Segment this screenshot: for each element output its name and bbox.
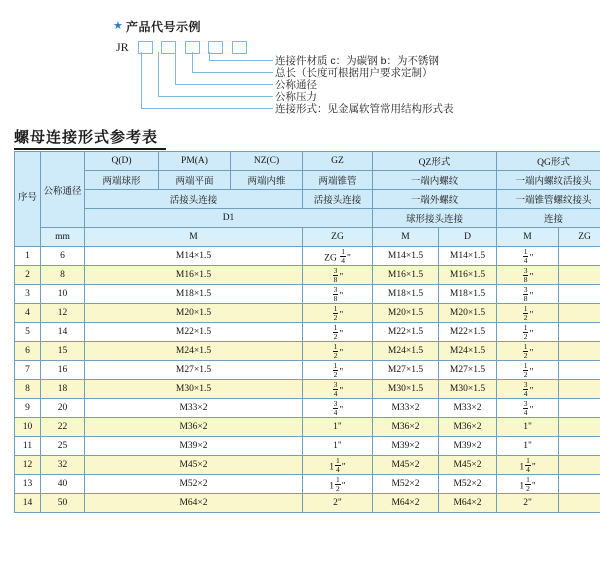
- leader-line-5: [141, 52, 273, 109]
- cell-q: M64×2: [85, 494, 303, 513]
- cell-q: M22×1.5: [85, 323, 303, 342]
- cell-qg-m: $\frac{1}{2}$ ": [497, 361, 559, 380]
- cell-qg-m: $\frac{3}{8}$ ": [497, 266, 559, 285]
- cell-qz-d: M16×1.5: [439, 266, 497, 285]
- cell-dn: 10: [41, 285, 85, 304]
- cell-gz: $\frac{3}{8}$ ": [303, 266, 373, 285]
- cell-q: M45×2: [85, 456, 303, 475]
- diagram-prefix: JR: [116, 40, 129, 54]
- header-unit-qz-d: D: [439, 228, 497, 247]
- cell-qg-zg: [559, 437, 600, 456]
- table-header-row-codes: [15, 152, 600, 171]
- table-head: [15, 152, 600, 247]
- header-unit-mm: mm: [41, 228, 85, 247]
- table-row: [15, 247, 600, 266]
- cell-qz-d: M18×1.5: [439, 285, 497, 304]
- cell-dn: 16: [41, 361, 85, 380]
- cell-qg-zg: [559, 380, 600, 399]
- header-group-q: Q(D): [85, 152, 159, 171]
- cell-qg-m: 2": [497, 494, 559, 513]
- cell-qz-m: M36×2: [373, 418, 439, 437]
- cell-index: 11: [15, 437, 41, 456]
- header-nz-form: 两端内维: [231, 171, 303, 190]
- table-row: [15, 380, 600, 399]
- cell-index: 5: [15, 323, 41, 342]
- cell-qz-m: M39×2: [373, 437, 439, 456]
- cell-qz-m: M22×1.5: [373, 323, 439, 342]
- cell-gz: 1 $\frac{1}{4}$ ": [303, 456, 373, 475]
- product-code-diagram: [0, 0, 600, 125]
- cell-index: 12: [15, 456, 41, 475]
- cell-qg-m: $\frac{3}{8}$ ": [497, 285, 559, 304]
- cell-dn: 50: [41, 494, 85, 513]
- cell-q: M20×1.5: [85, 304, 303, 323]
- header-group-pm: PM(A): [159, 152, 231, 171]
- cell-qg-zg: [559, 266, 600, 285]
- cell-qg-zg: [559, 456, 600, 475]
- table-header-row-joint: [15, 209, 600, 228]
- table-row: [15, 361, 600, 380]
- cell-index: 14: [15, 494, 41, 513]
- header-unit-zg: ZG: [303, 228, 373, 247]
- table-row: [15, 304, 600, 323]
- header-gz-form: 两端锥管: [303, 171, 373, 190]
- cell-qg-m: 1": [497, 418, 559, 437]
- table-row: [15, 456, 600, 475]
- cell-qz-d: M22×1.5: [439, 323, 497, 342]
- cell-gz: $\frac{3}{4}$ ": [303, 380, 373, 399]
- cell-qg-zg: [559, 304, 600, 323]
- cell-qg-m: $\frac{3}{4}$ ": [497, 399, 559, 418]
- cell-dn: 18: [41, 380, 85, 399]
- header-unit-qz-m: M: [373, 228, 439, 247]
- cell-qz-d: M64×2: [439, 494, 497, 513]
- cell-q: M27×1.5: [85, 361, 303, 380]
- header-unit-qg-zg: ZG: [559, 228, 600, 247]
- header-gz-joint: 活接头连接: [303, 190, 373, 209]
- header-index-label: [15, 194, 40, 204]
- cell-dn: 15: [41, 342, 85, 361]
- table-row: [15, 437, 600, 456]
- header-group-nz: NZ(C): [231, 152, 303, 171]
- cell-gz: $\frac{1}{2}$ ": [303, 361, 373, 380]
- table-row: [15, 285, 600, 304]
- cell-dn: 32: [41, 456, 85, 475]
- cell-gz: 2": [303, 494, 373, 513]
- header-index: [15, 152, 41, 247]
- header-qg-form2: 一端锥管螺纹接头: [497, 190, 600, 209]
- diagram-desc-1: 连接件材质 c：为碳钢 b：为不锈钢: [275, 55, 439, 67]
- table-header-row-units: [15, 228, 600, 247]
- cell-qz-d: M33×2: [439, 399, 497, 418]
- cell-qg-m: $\frac{1}{4}$ ": [497, 247, 559, 266]
- cell-q: M18×1.5: [85, 285, 303, 304]
- cell-qz-d: M24×1.5: [439, 342, 497, 361]
- table-row: [15, 475, 600, 494]
- cell-qz-d: M45×2: [439, 456, 497, 475]
- cell-q: M36×2: [85, 418, 303, 437]
- cell-gz: $\frac{1}{2}$ ": [303, 323, 373, 342]
- cell-q: M39×2: [85, 437, 303, 456]
- section-title-text: 螺母连接形式参考表: [14, 129, 159, 146]
- cell-q: M24×1.5: [85, 342, 303, 361]
- cell-qg-zg: [559, 342, 600, 361]
- cell-qz-m: M52×2: [373, 475, 439, 494]
- table-row: [15, 266, 600, 285]
- diagram-desc-5: 连接形式：见金属软管常用结构形式表: [275, 103, 454, 115]
- cell-qg-m: $\frac{1}{2}$ ": [497, 304, 559, 323]
- header-dn: [41, 152, 85, 228]
- cell-qg-zg: [559, 494, 600, 513]
- header-qg-joint: 连接: [497, 209, 600, 228]
- cell-dn: 6: [41, 247, 85, 266]
- cell-gz: 1": [303, 418, 373, 437]
- cell-index: 10: [15, 418, 41, 437]
- cell-gz: $\frac{3}{8}$ ": [303, 285, 373, 304]
- cell-qz-m: M16×1.5: [373, 266, 439, 285]
- cell-index: 4: [15, 304, 41, 323]
- cell-gz: $\frac{1}{2}$ ": [303, 304, 373, 323]
- cell-qz-m: M45×2: [373, 456, 439, 475]
- cell-qz-m: M30×1.5: [373, 380, 439, 399]
- page-title: [14, 126, 166, 150]
- cell-q: M16×1.5: [85, 266, 303, 285]
- cell-index: 13: [15, 475, 41, 494]
- cell-qg-zg: [559, 361, 600, 380]
- header-d1: D1: [85, 209, 373, 228]
- cell-index: 3: [15, 285, 41, 304]
- cell-qz-d: M52×2: [439, 475, 497, 494]
- cell-qg-zg: [559, 475, 600, 494]
- cell-qz-m: M64×2: [373, 494, 439, 513]
- cell-index: 6: [15, 342, 41, 361]
- header-index-text: 序号: [17, 193, 37, 204]
- header-q-form: 两端球形: [85, 171, 159, 190]
- header-dn-text: 公称通径: [43, 186, 82, 197]
- table-row: [15, 399, 600, 418]
- title-underline: [14, 148, 166, 150]
- cell-gz: $\frac{1}{2}$ ": [303, 342, 373, 361]
- cell-dn: 22: [41, 418, 85, 437]
- cell-qz-m: M24×1.5: [373, 342, 439, 361]
- table-row: [15, 418, 600, 437]
- cell-qz-d: M30×1.5: [439, 380, 497, 399]
- table-row: [15, 323, 600, 342]
- table-header-row-forms1: [15, 171, 600, 190]
- cell-qg-m: $\frac{1}{2}$ ": [497, 342, 559, 361]
- cell-index: 7: [15, 361, 41, 380]
- cell-qg-zg: [559, 399, 600, 418]
- header-unit-m: M: [85, 228, 303, 247]
- diagram-desc-2: 总长（长度可根据用户要求定制）: [275, 67, 433, 79]
- cell-qg-m: $\frac{3}{4}$ ": [497, 380, 559, 399]
- cell-index: 2: [15, 266, 41, 285]
- header-q-joint: 活接头连接: [85, 190, 303, 209]
- cell-qg-zg: [559, 418, 600, 437]
- cell-gz: $\frac{3}{4}$ ": [303, 399, 373, 418]
- cell-q: M52×2: [85, 475, 303, 494]
- cell-index: 9: [15, 399, 41, 418]
- cell-qz-d: M14×1.5: [439, 247, 497, 266]
- header-unit-qg-m: M: [497, 228, 559, 247]
- header-pm-form: 两端平面: [159, 171, 231, 190]
- cell-qz-d: M39×2: [439, 437, 497, 456]
- cell-dn: 40: [41, 475, 85, 494]
- cell-dn: 20: [41, 399, 85, 418]
- cell-dn: 12: [41, 304, 85, 323]
- diagram-title: 产品代号示例: [126, 20, 202, 34]
- cell-qg-zg: [559, 285, 600, 304]
- header-group-gz: GZ: [303, 152, 373, 171]
- table-row: [15, 494, 600, 513]
- cell-index: 8: [15, 380, 41, 399]
- cell-qz-d: M27×1.5: [439, 361, 497, 380]
- cell-qg-zg: [559, 323, 600, 342]
- table-header-row-forms2: [15, 190, 600, 209]
- diagram-desc-4: 公称压力: [275, 91, 317, 103]
- cell-gz: 1": [303, 437, 373, 456]
- cell-dn: 14: [41, 323, 85, 342]
- cell-qg-m: 1": [497, 437, 559, 456]
- header-qg-form1: 一端内螺纹活接头: [497, 171, 600, 190]
- cell-qg-m: $\frac{1}{2}$ ": [497, 323, 559, 342]
- cell-qg-m: 1 $\frac{1}{4}$ ": [497, 456, 559, 475]
- cell-qz-m: M20×1.5: [373, 304, 439, 323]
- table-row: [15, 342, 600, 361]
- header-qz-joint: 球形接头连接: [373, 209, 497, 228]
- cell-q: M30×1.5: [85, 380, 303, 399]
- cell-q: M33×2: [85, 399, 303, 418]
- cell-qg-m: 1 $\frac{1}{2}$ ": [497, 475, 559, 494]
- cell-qz-m: M14×1.5: [373, 247, 439, 266]
- cell-qz-d: M20×1.5: [439, 304, 497, 323]
- cell-qz-d: M36×2: [439, 418, 497, 437]
- cell-dn: 25: [41, 437, 85, 456]
- table-body: [15, 247, 600, 513]
- cell-dn: 8: [41, 266, 85, 285]
- cell-qg-zg: [559, 247, 600, 266]
- cell-qz-m: M27×1.5: [373, 361, 439, 380]
- cell-q: M14×1.5: [85, 247, 303, 266]
- cell-gz: ZG $\frac{1}{4}$ ": [303, 247, 373, 266]
- cell-gz: 1 $\frac{1}{2}$ ": [303, 475, 373, 494]
- header-group-qz: QZ形式: [373, 152, 497, 171]
- cell-index: 1: [15, 247, 41, 266]
- header-qz-form2: 一端外螺纹: [373, 190, 497, 209]
- cell-qz-m: M18×1.5: [373, 285, 439, 304]
- diagram-desc-3: 公称通径: [275, 79, 317, 91]
- header-group-qg: QG形式: [497, 152, 600, 171]
- nut-connection-table: [14, 151, 600, 513]
- header-qz-form1: 一端内螺纹: [373, 171, 497, 190]
- cell-qz-m: M33×2: [373, 399, 439, 418]
- star-icon: ★: [113, 20, 123, 32]
